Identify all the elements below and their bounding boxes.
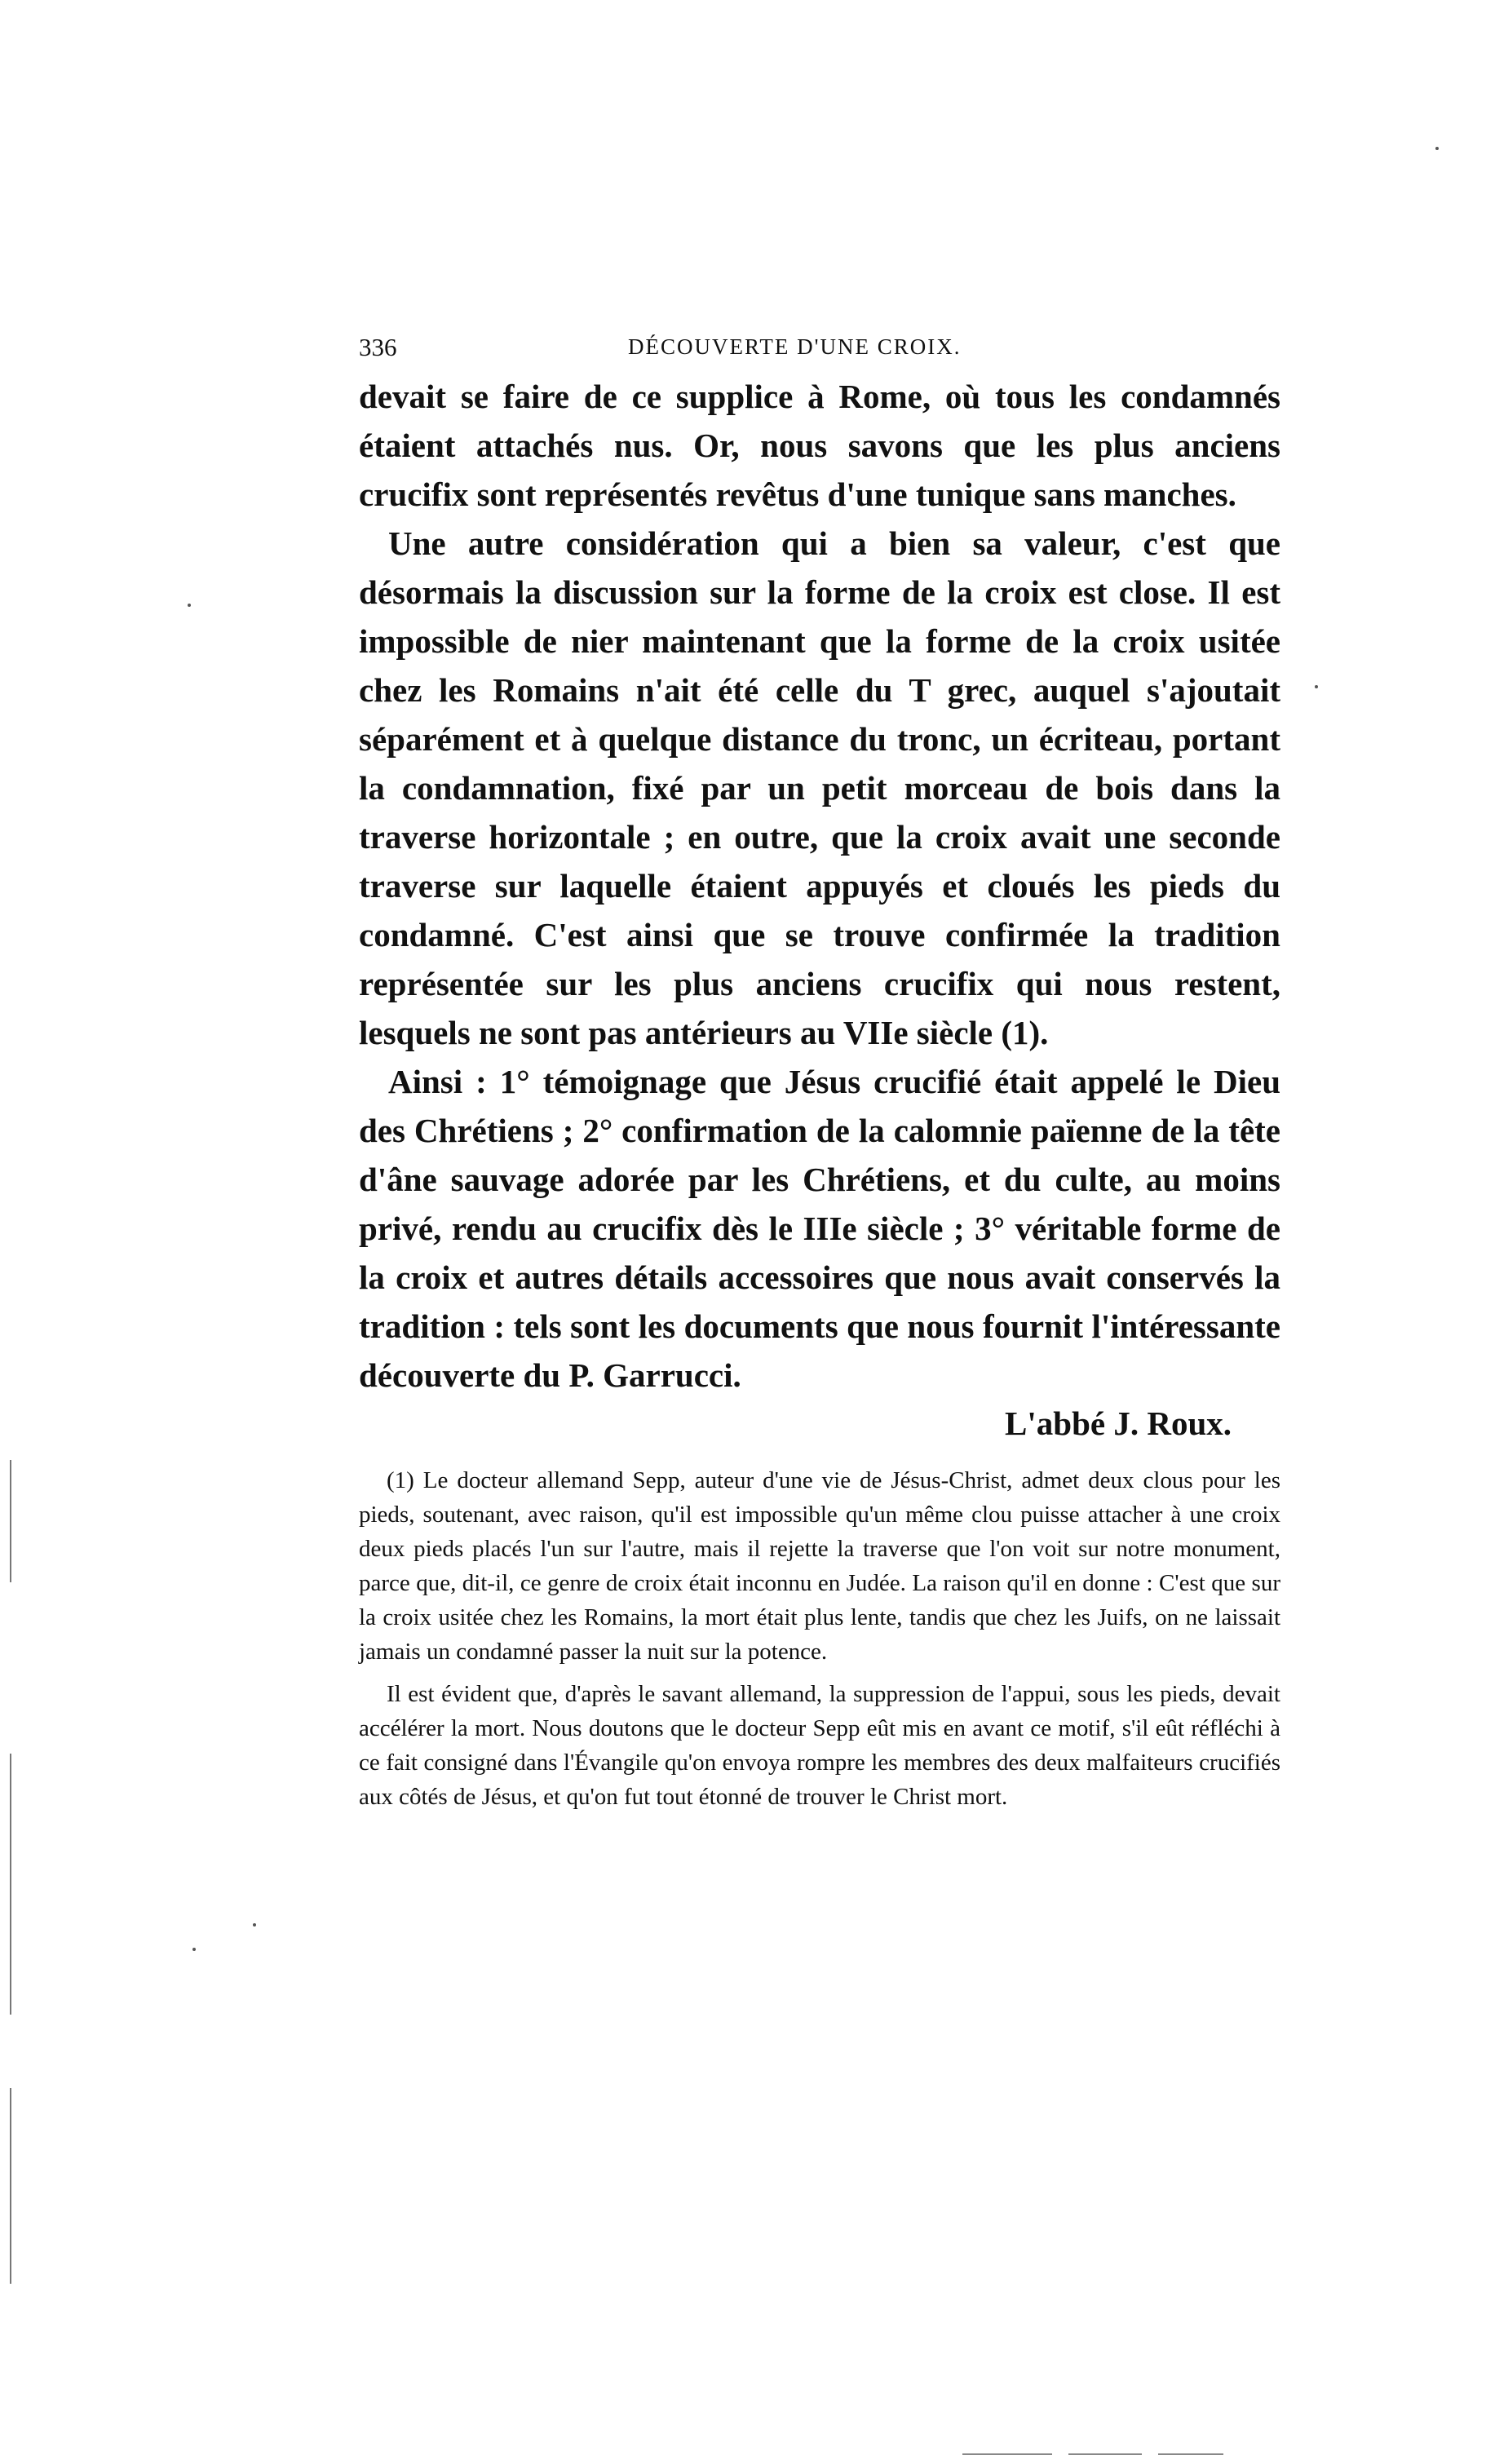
running-title: DÉCOUVERTE D'UNE CROIX. <box>628 334 962 359</box>
book-page <box>359 326 1280 1814</box>
page-header <box>359 326 1280 372</box>
footnote-paragraph: (1) Le docteur allemand Sepp, auteur d'une vie de Jésus-Christ, admet deux clous pour les pieds, soutenant, avec raison, qu'il est impossible qu'un même clou puisse attacher à une croix deux pieds placés l'un sur l'autre, mais il rejette la traverse que l'on voit sur notre monument, parce que, dit-il, ce genre de croix était inconnu en Judée. La raison qu'il en donne : C'est que sur la croix usitée chez les Romains, la mort était plus lente, tandis que chez les Juifs, on ne laissait jamais un condamné passer la nuit sur la potence. <box>359 1467 1280 1665</box>
scan-bottom-rule <box>1158 2453 1223 2455</box>
scan-margin-rule <box>10 1754 11 2015</box>
footnote-paragraph: Il est évident que, d'après le savant allemand, la suppression de l'appui, sous les pieds, devait accélérer la mort. Nous doutons que le docteur Sepp eût mis en avant ce motif, s'il eût réfléchi à ce fait consigné dans l'Évangile qu'on envoya rompre les membres des deux malfaiteurs crucifiés aux côtés de Jésus, et qu'on fut tout étonné de trouver le Christ mort. <box>359 1681 1280 1810</box>
footnotes <box>359 1463 1280 1814</box>
scan-margin-rule <box>10 2088 11 2284</box>
body-paragraph: Une autre considération qui a bien sa valeur, c'est que désormais la discussion sur la forme de la croix est close. Il est impossible de nier maintenant que la forme de la croix usitée chez les Romains n'ait été celle du T grec, auquel s'ajoutait séparément et à quelque distance du tronc, un écriteau, portant la condamnation, fixé par un petit morceau de bois dans la traverse horizontale ; en outre, que la croix avait une seconde traverse sur laquelle étaient appuyés et cloués les pieds du condamné. C'est ainsi que se trouve confirmée la tradition représentée sur les plus anciens crucifix qui nous restent, lesquels ne sont pas antérieurs au VIIe siècle (1). <box>359 524 1280 1051</box>
main-text <box>359 372 1280 1400</box>
body-paragraph: devait se faire de ce supplice à Rome, où tous les condamnés étaient attachés nus. Or, nous savons que les plus anciens crucifix sont représentés revêtus d'une tunique sans manches. <box>359 378 1280 513</box>
scan-speck <box>253 1923 256 1927</box>
scan-bottom-rule <box>1068 2453 1142 2455</box>
scan-speck <box>188 604 191 607</box>
scan-margin-rule <box>10 1460 11 1582</box>
body-paragraph: Ainsi : 1° témoignage que Jésus crucifié était appelé le Dieu des Chrétiens ; 2° confirmation de la calomnie païenne de la tête d'âne sauvage adorée par les Chrétiens, et du culte, au moins privé, rendu au crucifix dès le IIIe siècle ; 3° véritable forme de la croix et autres détails accessoires que nous avait conservés la tradition : tels sont les documents que nous fournit l'intéressante découverte du P. Garrucci. <box>359 1063 1280 1394</box>
scan-bottom-rule <box>962 2453 1052 2455</box>
author-signature: L'abbé J. Roux. <box>1005 1405 1232 1442</box>
scan-speck <box>1435 147 1439 150</box>
scan-speck <box>192 1948 196 1951</box>
scan-speck <box>1315 685 1318 688</box>
page-number: 336 <box>359 333 397 361</box>
